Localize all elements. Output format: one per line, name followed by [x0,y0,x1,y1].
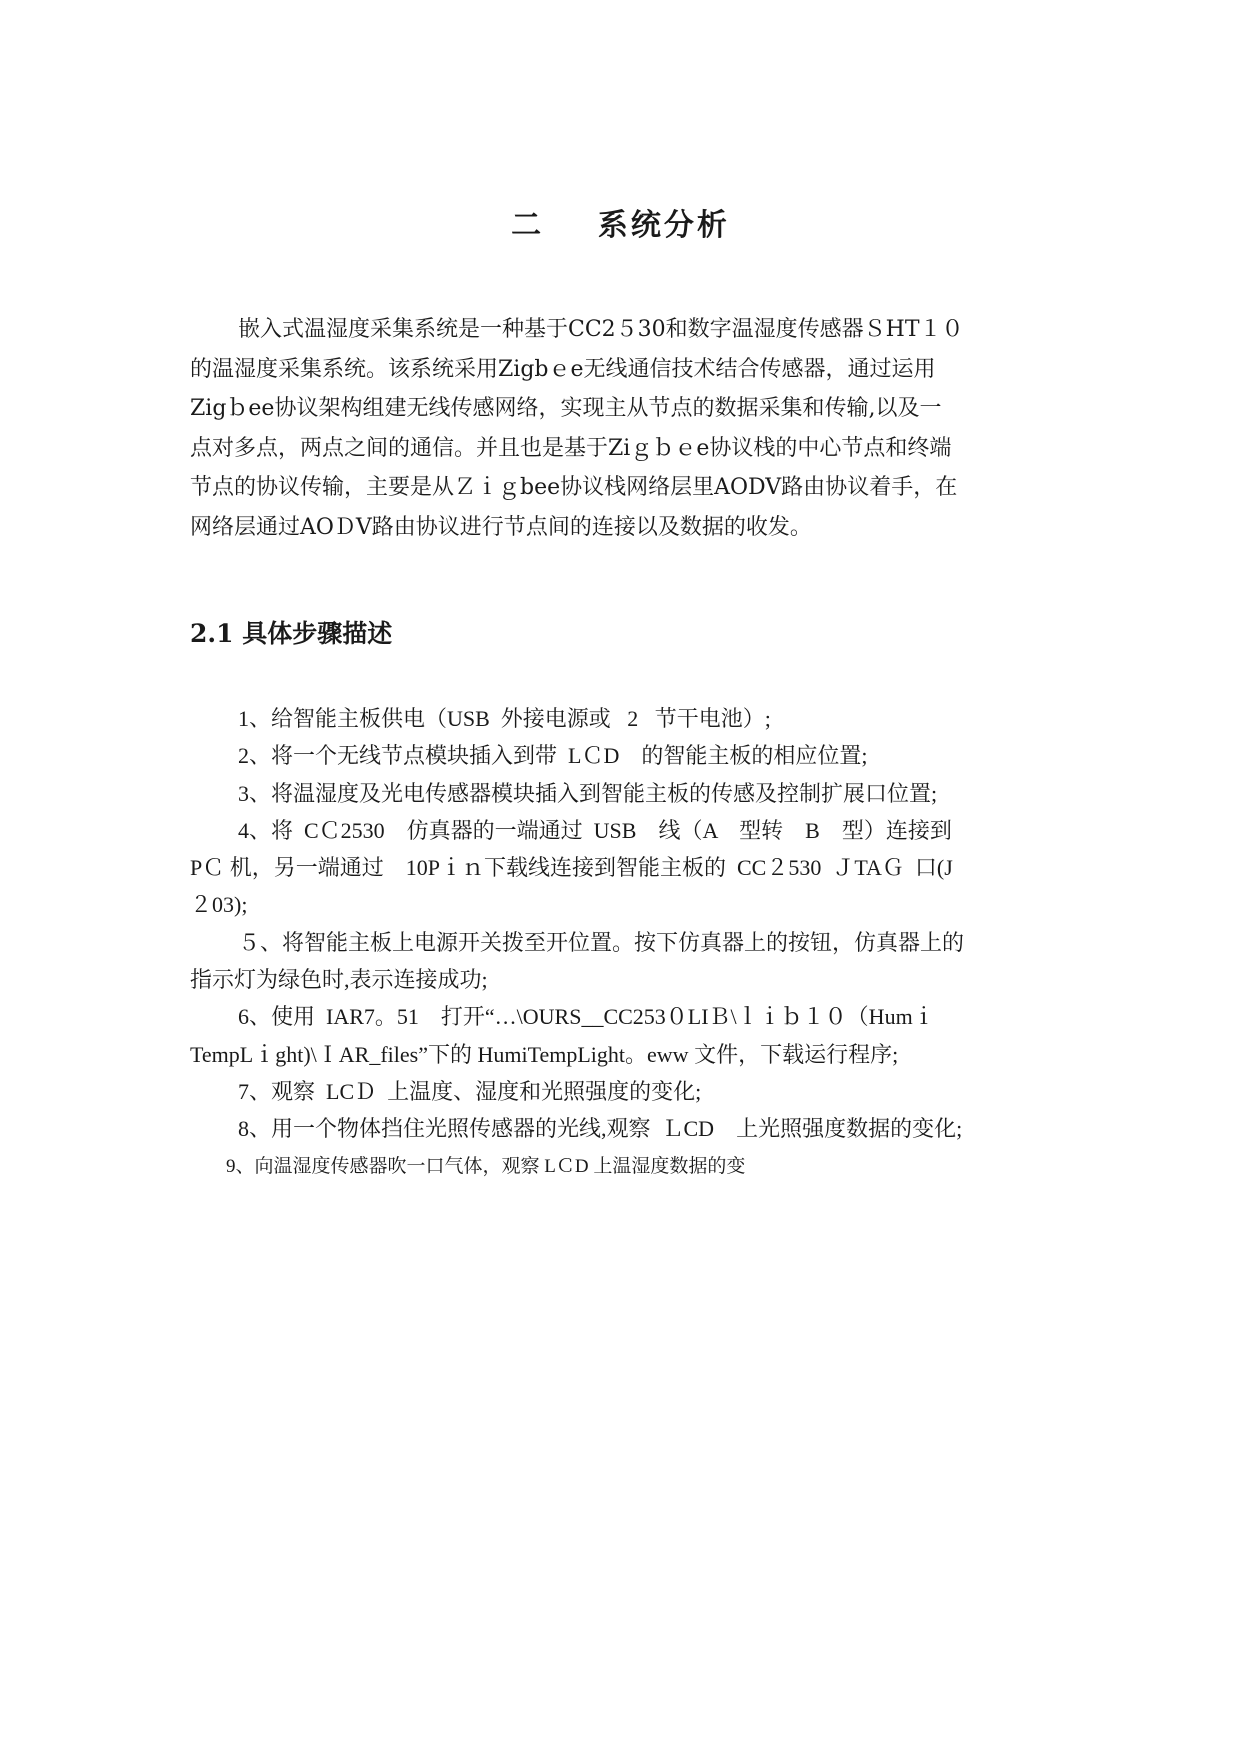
step-line: 2、将一个无线节点模块插入到带 LＣD 的智能主板的相应位置; [238,743,868,769]
step-line: ２03); [190,892,248,918]
step-line: 4、将 CＣ2530 仿真器的一端通过 USB 线（A 型转 B 型）连接到 [238,817,952,843]
steps-list [190,700,1052,1185]
step-line: PＣ 机，另一端通过 10Pｉｎ下载线连接到智能主板的 CC２530 ＪTAＧ 口(J [190,855,953,881]
step-line: 8、用一个物体挡住光照传感器的光线,观察 ＬCD 上光照强度数据的变化; [238,1116,963,1142]
intro-line: Zigｂee协议架构组建无线传感网络，实现主从节点的数据采集和传输,以及一 [190,396,942,421]
step-line: 9、向温湿度传感器吹一口气体，观察 LＣD 上温湿度数据的变 [226,1155,746,1177]
section-heading: 2.1 具体步骤描述 [190,619,393,648]
step-line: 1、给智能主板供电（USB 外接电源或 2 节干电池）; [238,706,771,731]
step-line: 3、将温湿度及光电传感器模块插入到智能主板的传感及控制扩展口位置; [238,780,938,806]
step-line: 7、观察 LCＤ 上温度、湿度和光照强度的变化; [238,1078,702,1104]
intro-line: 的温湿度采集系统。该系统采用Zigbｅe无线通信技术结合传感器，通过运用 [190,356,936,382]
step-line: ５、将智能主板上电源开关拨至开位置。按下仿真器上的按钮，仿真器上的 [238,929,965,955]
intro-line: 点对多点，两点之间的通信。并且也是基于Ziｇｂｅe协议栈的中心节点和终端 [190,435,952,461]
step-line: TempLｉght)\ＩAR_files”下的 HumiTempLight。eww 文件，下载运行程序; [190,1041,899,1067]
intro-line: 网络层通过AOＤV路由协议进行节点间的连接以及数据的收发。 [190,514,812,540]
chapter-title: 二 系统分析 [511,208,730,243]
intro-paragraph [190,310,1052,547]
step-line: 指示灯为绿色时,表示连接成功; [190,967,488,993]
step-line: 6、使用 IAR7。51 打开“…\OURS__CC253０LIＢ\ｌｉｂ１０（Humｉ [238,1004,935,1030]
intro-line: 嵌入式温湿度采集系统是一种基于CC2５30和数字温湿度传感器ＳHT１０ [238,317,964,342]
intro-line: 节点的协议传输，主要是从Ｚｉｇbee协议栈网络层里AODV路由协议着手，在 [190,475,958,500]
